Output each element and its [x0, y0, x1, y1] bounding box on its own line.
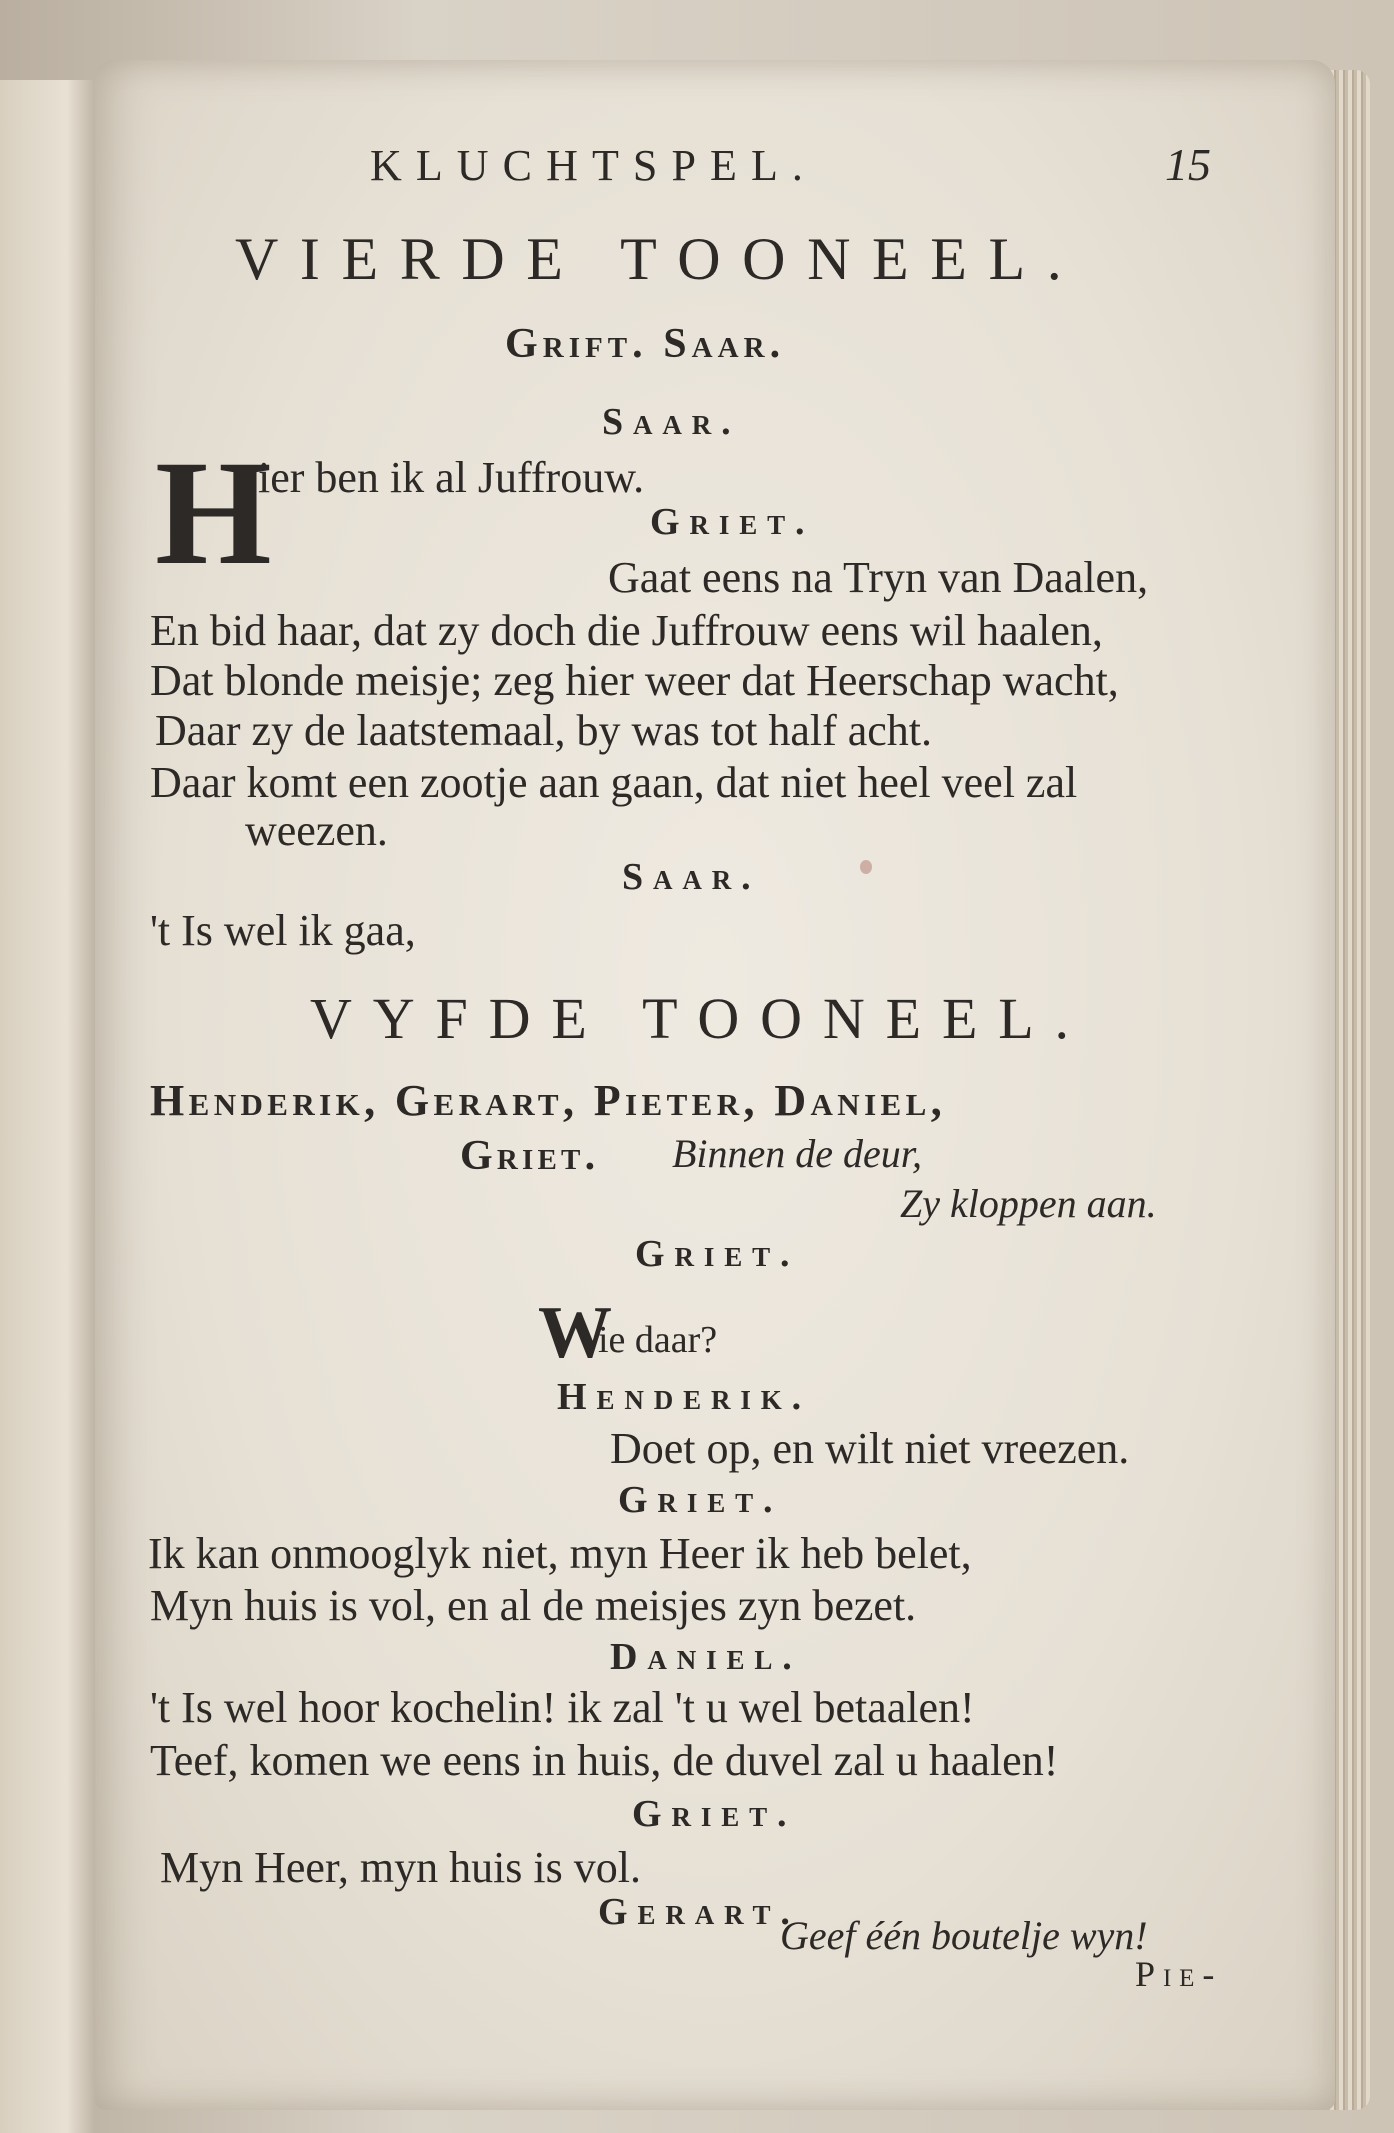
scene-4-title: VIERDE TOONEEL. — [235, 226, 1084, 292]
text-line: Ik kan onmooglyk niet, myn Heer ik heb belet, — [148, 1529, 972, 1578]
text-line: Myn Heer, myn huis is vol. — [160, 1843, 641, 1892]
stage-direction: Zy kloppen aan. — [900, 1181, 1157, 1226]
text-line: ier ben ik al Juffrouw. — [258, 453, 645, 502]
text-line: 't Is wel hoor kochelin! ik zal 't u wel betaalen! — [150, 1683, 975, 1732]
text-line: 't Is wel ik gaa, — [150, 906, 416, 955]
scene-5-title: VYFDE TOONEEL. — [310, 986, 1090, 1051]
scene-5-cast: Henderik, Gerart, Pieter, Daniel, — [150, 1076, 947, 1125]
speaker-griet: Griet. — [635, 1233, 800, 1275]
text-line: Daar zy de laatstemaal, by was tot half acht. — [155, 706, 933, 755]
text-line: Gaat eens na Tryn van Daalen, — [608, 553, 1149, 602]
scene-5-cast: Griet. — [460, 1133, 600, 1179]
ink-spot — [860, 860, 872, 874]
text-line: Dat blonde meisje; zeg hier weer dat Heerschap wacht, — [150, 656, 1119, 705]
drop-cap-w: W — [538, 1292, 612, 1374]
speaker-griet: Griet. — [618, 1479, 783, 1521]
text-line: ie daar? — [598, 1319, 718, 1361]
scene-4-cast: Grift. Saar. — [505, 321, 786, 367]
text-line: En bid haar, dat zy doch die Juffrouw eens wil haalen, — [150, 606, 1103, 655]
page-number: 15 — [1165, 139, 1211, 190]
running-head: KLUCHTSPEL. — [370, 141, 818, 190]
text-line: Daar komt een zootje aan gaan, dat niet heel veel zal — [150, 758, 1078, 807]
left-page-edge — [0, 80, 95, 2133]
speaker-saar: Saar. — [602, 401, 741, 443]
drop-cap-h: H — [155, 430, 272, 596]
text-line: Geef één boutelje wyn! — [780, 1913, 1148, 1958]
speaker-griet: Griet. — [650, 501, 815, 543]
catchword: Pie- — [1135, 1954, 1223, 1994]
speaker-henderik: Henderik. — [557, 1376, 811, 1418]
text-line: Myn huis is vol, en al de meisjes zyn bezet. — [150, 1581, 917, 1630]
speaker-daniel: Daniel. — [610, 1636, 802, 1678]
speaker-saar: Saar. — [622, 856, 761, 898]
speaker-gerart: Gerart. — [598, 1891, 800, 1933]
text-line: Doet op, en wilt niet vreezen. — [610, 1424, 1130, 1473]
stage-direction: Binnen de deur, — [672, 1131, 922, 1176]
text-line: Teef, komen we eens in huis, de duvel zal u haalen! — [150, 1736, 1059, 1785]
speaker-griet: Griet. — [632, 1793, 797, 1835]
text-line: weezen. — [245, 806, 388, 855]
